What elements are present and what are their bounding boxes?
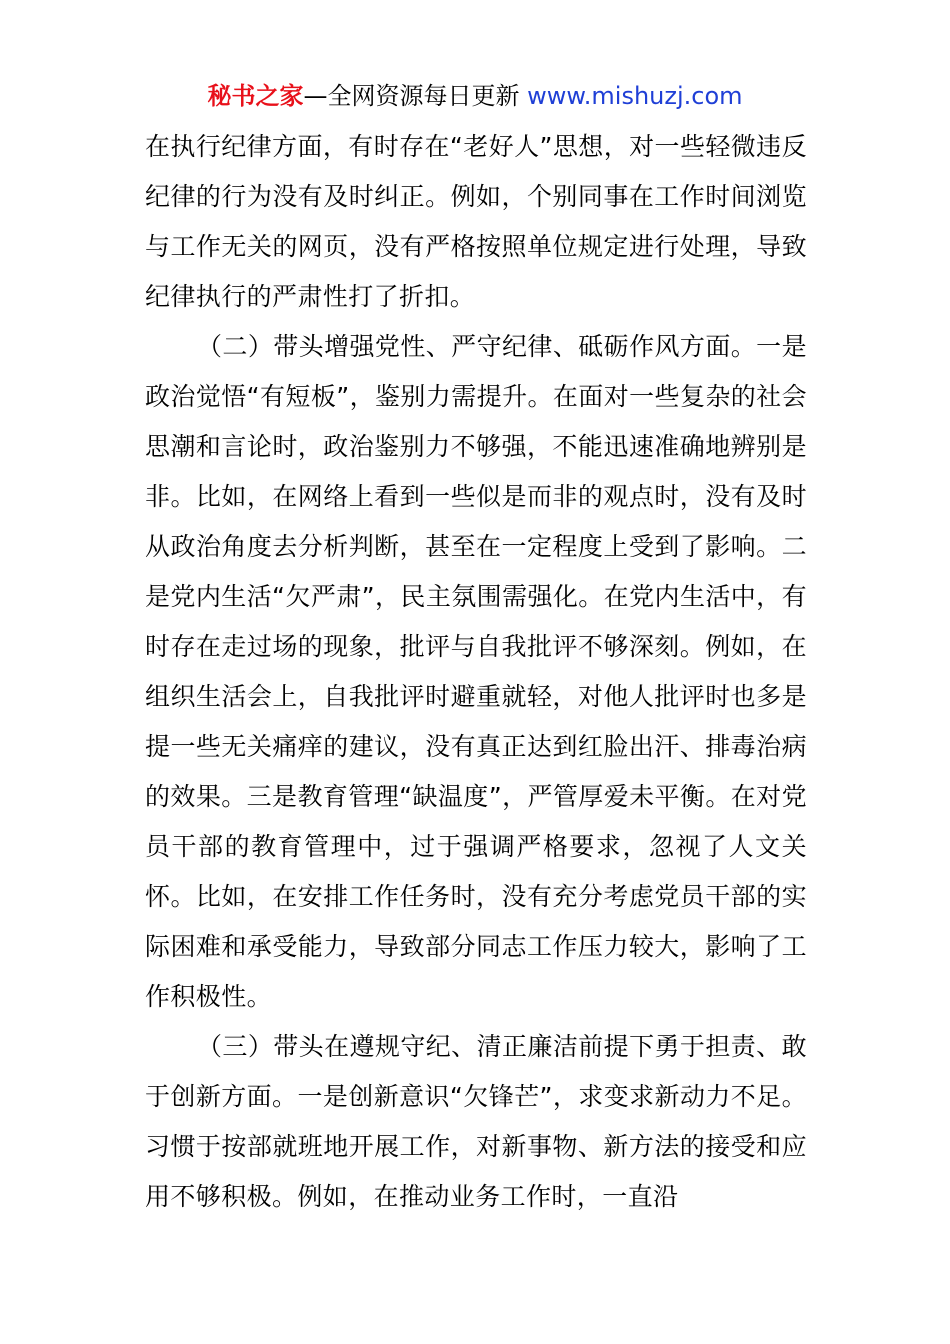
- site-url-link[interactable]: www.mishuzj.com: [527, 82, 743, 110]
- paragraph-continuation: 在执行纪律方面，有时存在“老好人”思想，对一些轻微违反纪律的行为没有及时纠正。例如，个别同事在工作时间浏览与工作无关的网页，没有严格按照单位规定进行处理，导致纪律执行的严肃性打了折扣。: [145, 132, 807, 311]
- paragraph-section-two: （二）带头增强党性、严守纪律、砥砺作风方面。一是政治觉悟“有短板”，鉴别力需提升。在面对一些复杂的社会思潮和言论时，政治鉴别力不够强，不能迅速准确地辨别是非。比如，在网络上看到一些似是而非的观点时，没有及时从政治角度去分析判断，甚至在一定程度上受到了影响。二是党内生活“欠严肃”，民主氛围需强化。在党内生活中，有时存在走过场的现象，批评与自我批评不够深刻。例如，在组织生活会上，自我批评时避重就轻，对他人批评时也多是提一些无关痛痒的建议，没有真正达到红脸出汗、排毒治病的效果。三是教育管理“缺温度”，严管厚爱未平衡。在对党员干部的教育管理中，过于强调严格要求，忽视了人文关怀。比如，在安排工作任务时，没有充分考虑党员干部的实际困难和承受能力，导致部分同志工作压力较大，影响了工作积极性。: [145, 332, 807, 1011]
- header-tagline: 全网资源每日更新: [327, 82, 520, 110]
- site-header: [0, 80, 950, 112]
- brand-name: 秘书之家: [207, 82, 304, 110]
- paragraph-section-three: （三）带头在遵规守纪、清正廉洁前提下勇于担责、敢于创新方面。一是创新意识“欠锋芒”，求变求新动力不足。习惯于按部就班地开展工作，对新事物、新方法的接受和应用不够积极。例如，在推动业务工作时，一直沿: [145, 1032, 807, 1211]
- document-body: [145, 122, 807, 1222]
- header-dash: —: [303, 82, 328, 110]
